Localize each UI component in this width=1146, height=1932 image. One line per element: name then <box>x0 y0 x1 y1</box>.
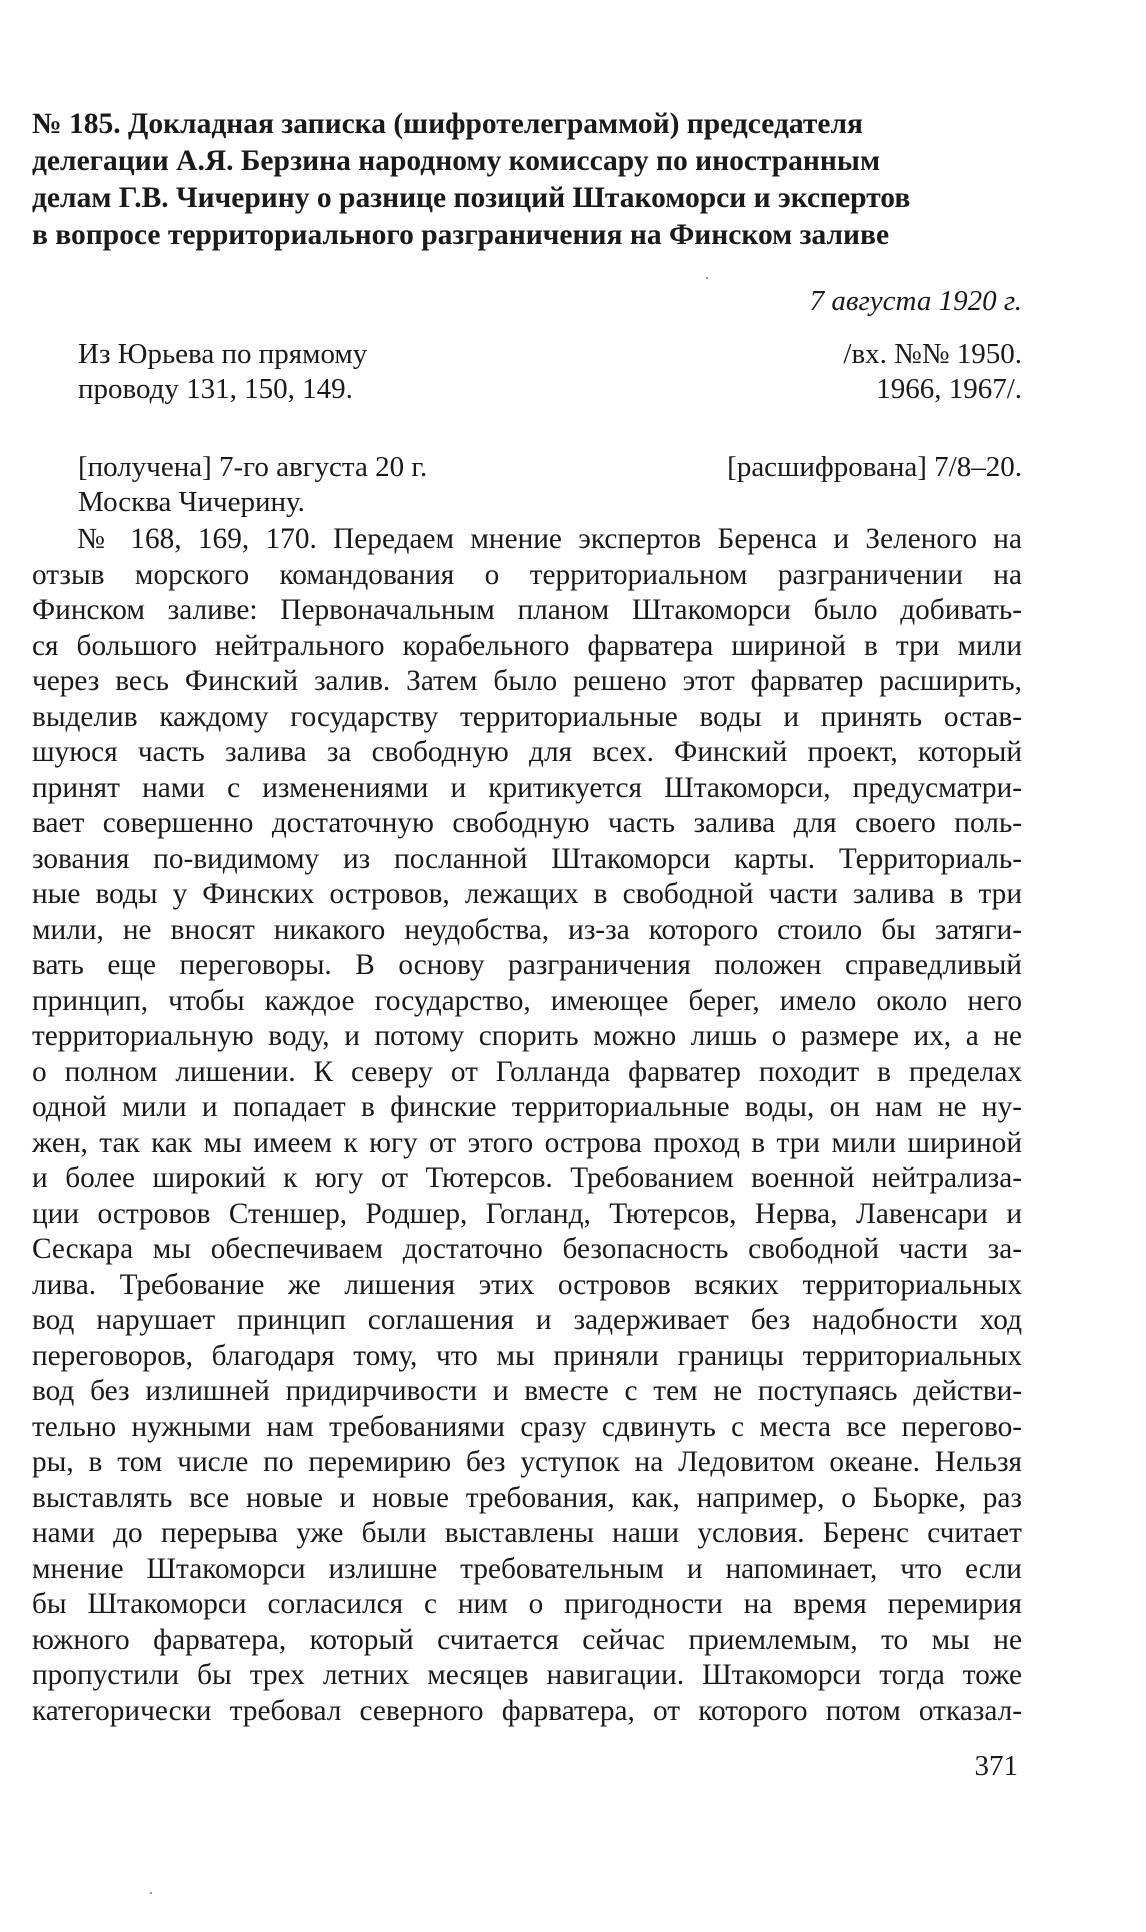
body-line: одной мили и попадает в финские территориальные воды, он нам не ну- <box>32 1091 1022 1123</box>
body-line: выставлять все новые и новые требования, как, например, о Бьорке, раз <box>32 1481 1022 1514</box>
body-line: о полном лишении. К северу от Голланда фарватер походит в пределах <box>32 1055 1022 1088</box>
incoming-number-line: 1966, 1967/. <box>876 373 1022 405</box>
heading-line: № 185. Докладная записка (шифротелеграммой) председателя <box>32 108 863 140</box>
body-line: жен, так как мы имеем к югу от этого острова проход в три мили шириной <box>32 1126 1022 1159</box>
body-line: вать еще переговоры. В основу разграничения положен справедливый <box>32 949 1022 981</box>
body-line: Сескара мы обеспечиваем достаточно безопасность свободной части за- <box>32 1233 1022 1265</box>
body-line: вод без излишней придирчивости и вместе с тем не поступаясь действи- <box>32 1375 1022 1407</box>
body-line: зования по-видимому из посланной Штакоморси карты. Территориаль- <box>32 842 1022 875</box>
receipt-row <box>78 450 1022 485</box>
document-body <box>32 522 1022 1729</box>
heading-line: в вопросе территориального разграничения на Финском заливе <box>32 219 890 251</box>
body-line: пропустили бы трех летних месяцев навигации. Штакоморси тогда тоже <box>32 1659 1022 1691</box>
scan-speck <box>706 277 708 279</box>
body-line: тельно нужными нам требованиями сразу сдвинуть с места все перегово- <box>32 1410 1022 1443</box>
body-line: мнение Штакоморси излишне требовательным и напоминает, что если <box>32 1552 1022 1585</box>
document-date: 7 августа 1920 г. <box>809 285 1022 317</box>
body-line: переговоров, благодаря тому, что мы приняли границы территориальных <box>32 1339 1022 1372</box>
body-line: принцип, чтобы каждое государство, имеющее берег, имело около него <box>32 984 1022 1017</box>
body-line: бы Штакоморси согласился с ним о пригодности на время перемирия <box>32 1588 1022 1620</box>
routing-row <box>78 372 1022 407</box>
body-line: южного фарватера, который считается сейчас приемлемым, то мы не <box>32 1623 1022 1656</box>
body-line: ции островов Стеншер, Родшер, Гогланд, Тютерсов, Нерва, Лавенсари и <box>32 1197 1022 1230</box>
body-line: территориальную воду, и потому спорить можно лишь о размере их, а не <box>32 1020 1022 1052</box>
body-line: мили, не вносят никакого неудобства, из-за которого стоило бы затяги- <box>32 913 1022 946</box>
received-note: [получена] 7-го августа 20 г. <box>78 451 428 483</box>
body-line: выделив каждому государству территориальные воды и принять остав- <box>32 700 1022 733</box>
body-line: вод нарушает принцип соглашения и задерживает без надобности ход <box>32 1304 1022 1336</box>
scan-speck <box>150 1892 152 1894</box>
body-line: вает совершенно достаточную свободную часть залива для своего поль- <box>32 807 1022 839</box>
body-line: нами до перерыва уже были выставлены наши условия. Беренс считает <box>32 1517 1022 1549</box>
document-heading <box>32 106 1032 254</box>
body-line: шуюся часть залива за свободную для всех. Финский проект, который <box>32 736 1022 768</box>
body-line: через весь Финский залив. Затем было решено этот фарватер расширить, <box>32 665 1022 697</box>
body-line: категорически требовал северного фарватера, от которого потом отказал- <box>32 1694 1022 1727</box>
body-line: ные воды у Финских островов, лежащих в свободной части залива в три <box>32 878 1022 910</box>
telegram-routing <box>78 337 1022 407</box>
heading-line: делегации А.Я. Берзина народному комиссару по иностранным <box>32 145 881 177</box>
decoded-note: [расшифрована] 7/8–20. <box>727 451 1022 483</box>
page-number: 371 <box>974 1750 1018 1782</box>
addressee: Москва Чичерину. <box>78 486 305 518</box>
body-line: принят нами с изменениями и критикуется Штакоморси, предусматри- <box>32 771 1022 804</box>
incoming-number-line: /вх. №№ 1950. <box>843 338 1022 370</box>
body-line: отзыв морского командования о территориальном разграничении на <box>32 558 1022 591</box>
telegram-receipt <box>78 450 1022 520</box>
body-line: и более широкий к югу от Тютерсов. Требованием военной нейтрализа- <box>32 1162 1022 1194</box>
routing-row <box>78 337 1022 372</box>
body-line: ры, в том числе по перемирию без уступок на Ледовитом океане. Нельзя <box>32 1446 1022 1478</box>
origin-line: проводу 131, 150, 149. <box>78 373 353 405</box>
origin-line: Из Юрьева по прямому <box>78 338 368 370</box>
heading-line: делам Г.В. Чичерину о разнице позиций Штакоморси и экспертов <box>32 182 911 214</box>
addressee-row <box>78 485 1022 520</box>
body-line: лива. Требование же лишения этих островов всяких территориальных <box>32 1268 1022 1301</box>
body-line: Финском заливе: Первоначальным планом Штакоморси было добивать- <box>32 594 1022 626</box>
body-line: № 168, 169, 170. Передаем мнение экспертов Беренса и Зеленого на <box>77 523 1022 555</box>
body-line: ся большого нейтрального корабельного фарватера шириной в три мили <box>32 629 1022 662</box>
